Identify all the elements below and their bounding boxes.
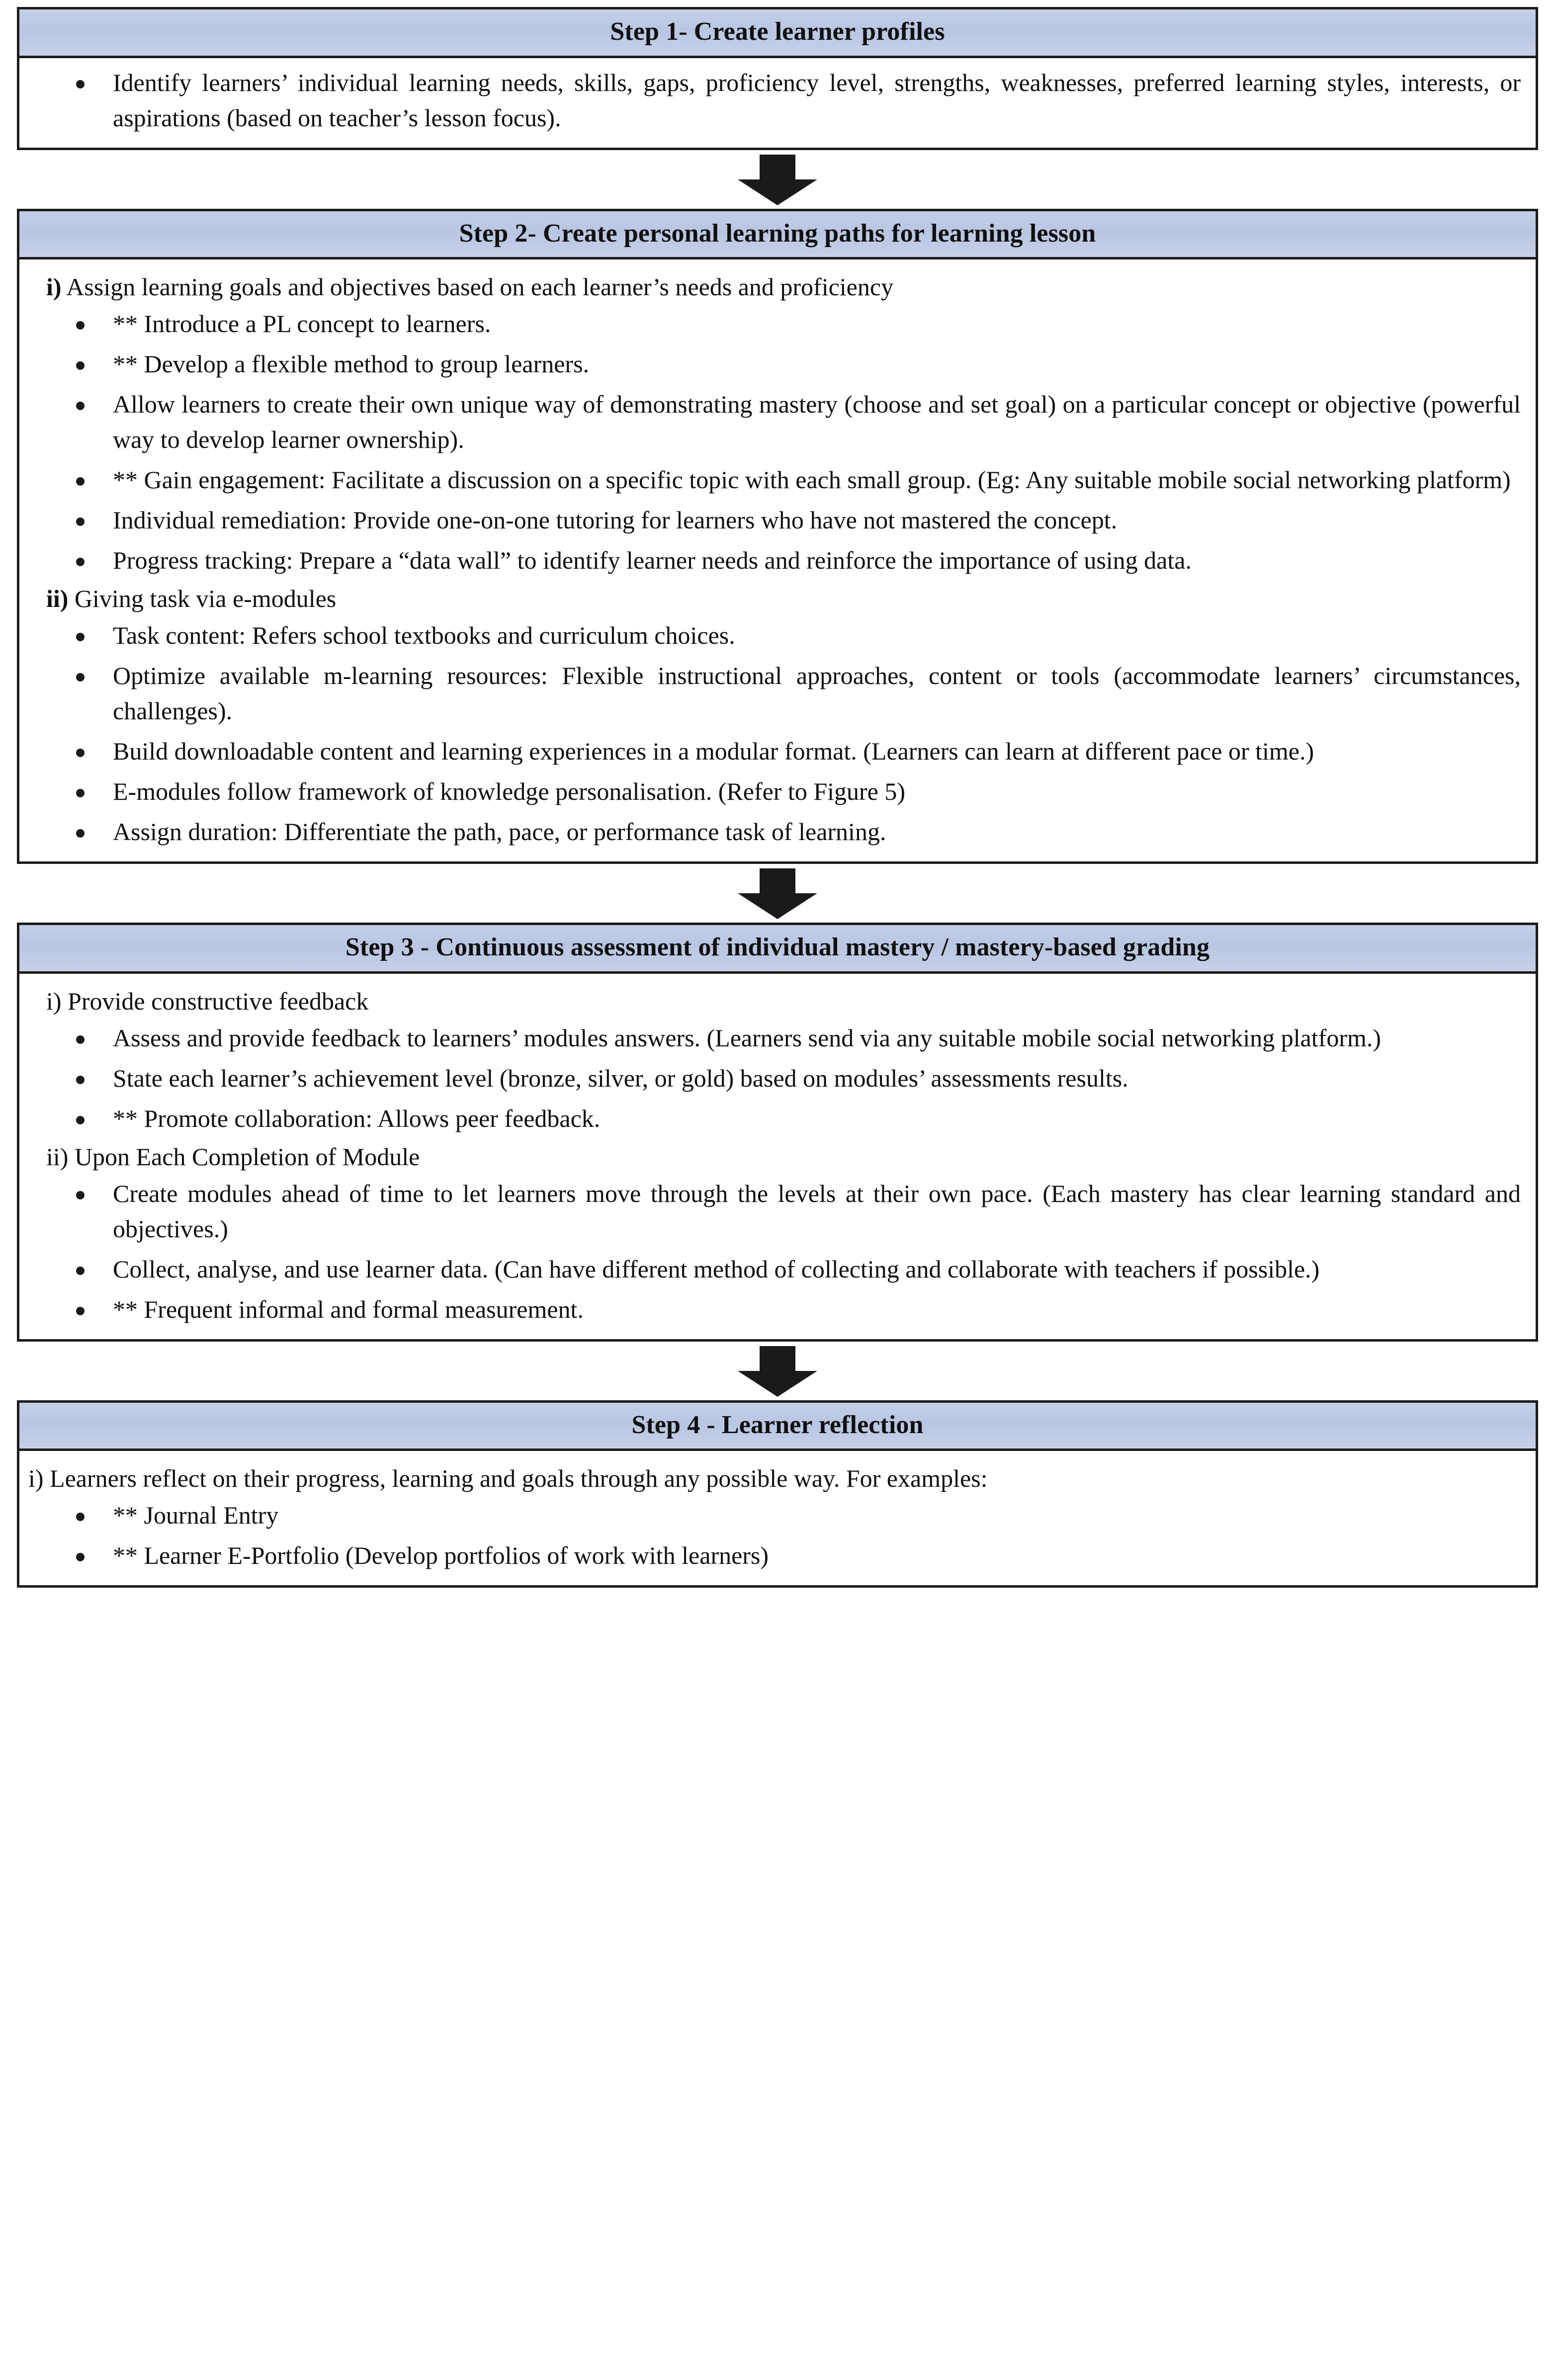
step-header-1: Step 1- Create learner profiles	[19, 9, 1536, 58]
bullet-item: Individual remediation: Provide one-on-one tutoring for learners who have not mastered the concept.	[28, 503, 1521, 538]
section-heading-text: Upon Each Completion of Module	[74, 1142, 420, 1171]
arrow-head	[738, 1371, 817, 1397]
down-arrow-icon	[738, 155, 817, 204]
bullet-list-3-1	[28, 1020, 1521, 1136]
section-enumerator: i)	[46, 987, 62, 1015]
bullet-item: ** Promote collaboration: Allows peer feedback.	[28, 1101, 1521, 1136]
bullet-item: State each learner’s achievement level (bronze, silver, or gold) based on modules’ assessments results.	[28, 1061, 1521, 1096]
bullet-list-2-1	[28, 306, 1521, 578]
bullet-item: ** Develop a flexible method to group learners.	[28, 346, 1521, 382]
bullet-item: ** Journal Entry	[28, 1498, 1521, 1533]
bullet-item: ** Introduce a PL concept to learners.	[28, 306, 1521, 341]
bullet-list-3-2	[28, 1176, 1521, 1327]
bullet-list-2-2	[28, 618, 1521, 850]
bullet-item: Progress tracking: Prepare a “data wall” to identify learner needs and reinforce the importance of using data.	[28, 543, 1521, 578]
bullet-item: ** Gain engagement: Facilitate a discussion on a specific topic with each small group. (Eg: Any suitable mobile social networking platform)	[28, 462, 1521, 498]
bullet-item: Build downloadable content and learning experiences in a modular format. (Learners can learn at different pace or time.)	[28, 734, 1521, 769]
bullet-list-4-1	[28, 1498, 1521, 1573]
step-header-4: Step 4 - Learner reflection	[19, 1403, 1536, 1451]
step-box-3	[17, 923, 1538, 1342]
step-box-2	[17, 209, 1538, 864]
bullet-item: ** Learner E-Portfolio (Develop portfolios of work with learners)	[28, 1538, 1521, 1573]
section-heading-text: Assign learning goals and objectives based on each learner’s needs and proficiency	[66, 273, 894, 301]
bullet-item: E-modules follow framework of knowledge personalisation. (Refer to Figure 5)	[28, 774, 1521, 809]
arrow-connector-1	[17, 150, 1538, 209]
bullet-item: Assess and provide feedback to learners’ modules answers. (Learners send via any suitable mobile social networking platform.)	[28, 1020, 1521, 1056]
step-header-3: Step 3 - Continuous assessment of individual mastery / mastery-based grading	[19, 925, 1536, 974]
arrow-connector-3	[17, 1342, 1538, 1400]
arrow-shaft	[760, 1346, 795, 1372]
step-box-1	[17, 7, 1538, 150]
bullet-item: Task content: Refers school textbooks and curriculum choices.	[28, 618, 1521, 653]
arrow-head	[738, 179, 817, 205]
step-body-3	[19, 974, 1536, 1339]
section-heading-2-1	[46, 269, 1521, 304]
section-heading-3-1	[46, 984, 1521, 1019]
bullet-item: Allow learners to create their own unique way of demonstrating mastery (choose and set goal) on a particular concept or objective (powerful way to develop learner ownership).	[28, 387, 1521, 457]
bullet-item: Optimize available m-learning resources: Flexible instructional approaches, content or tools (accommodate learners’ circumstances, challenges).	[28, 658, 1521, 729]
section-enumerator: ii)	[46, 1142, 69, 1171]
step-body-4	[19, 1451, 1536, 1585]
section-heading-4-1	[28, 1461, 1521, 1496]
down-arrow-icon	[738, 868, 817, 918]
bullet-item: Collect, analyse, and use learner data. (Can have different method of collecting and collaborate with teachers if possible.)	[28, 1252, 1521, 1287]
section-heading-text: Learners reflect on their progress, learning and goals through any possible way. For examples:	[50, 1464, 988, 1493]
bullet-item: Create modules ahead of time to let learners move through the levels at their own pace. (Each mastery has clear learning standard and objectives.)	[28, 1176, 1521, 1247]
section-enumerator: i)	[28, 1464, 44, 1493]
section-enumerator: ii)	[46, 585, 69, 613]
section-heading-2-2	[46, 581, 1521, 616]
section-enumerator: i)	[46, 273, 62, 301]
section-heading-3-2	[46, 1139, 1521, 1174]
step-body-1	[19, 58, 1536, 148]
bullet-item: Assign duration: Differentiate the path, pace, or performance task of learning.	[28, 814, 1521, 850]
bullet-item: ** Frequent informal and formal measurement.	[28, 1292, 1521, 1327]
step-body-2	[19, 259, 1536, 861]
section-heading-text: Provide constructive feedback	[68, 987, 369, 1015]
step-header-2: Step 2- Create personal learning paths for learning lesson	[19, 211, 1536, 260]
down-arrow-icon	[738, 1346, 817, 1396]
arrow-shaft	[760, 155, 795, 180]
arrow-head	[738, 893, 817, 919]
arrow-connector-2	[17, 864, 1538, 923]
arrow-shaft	[760, 868, 795, 894]
bullet-item: Identify learners’ individual learning needs, skills, gaps, proficiency level, strengths, weaknesses, preferred learning styles, interests, or aspirations (based on teacher’s lesson focus).	[28, 65, 1521, 136]
bullet-list-1-1	[28, 65, 1521, 136]
section-heading-text: Giving task via e-modules	[74, 585, 337, 613]
step-box-4	[17, 1400, 1538, 1588]
